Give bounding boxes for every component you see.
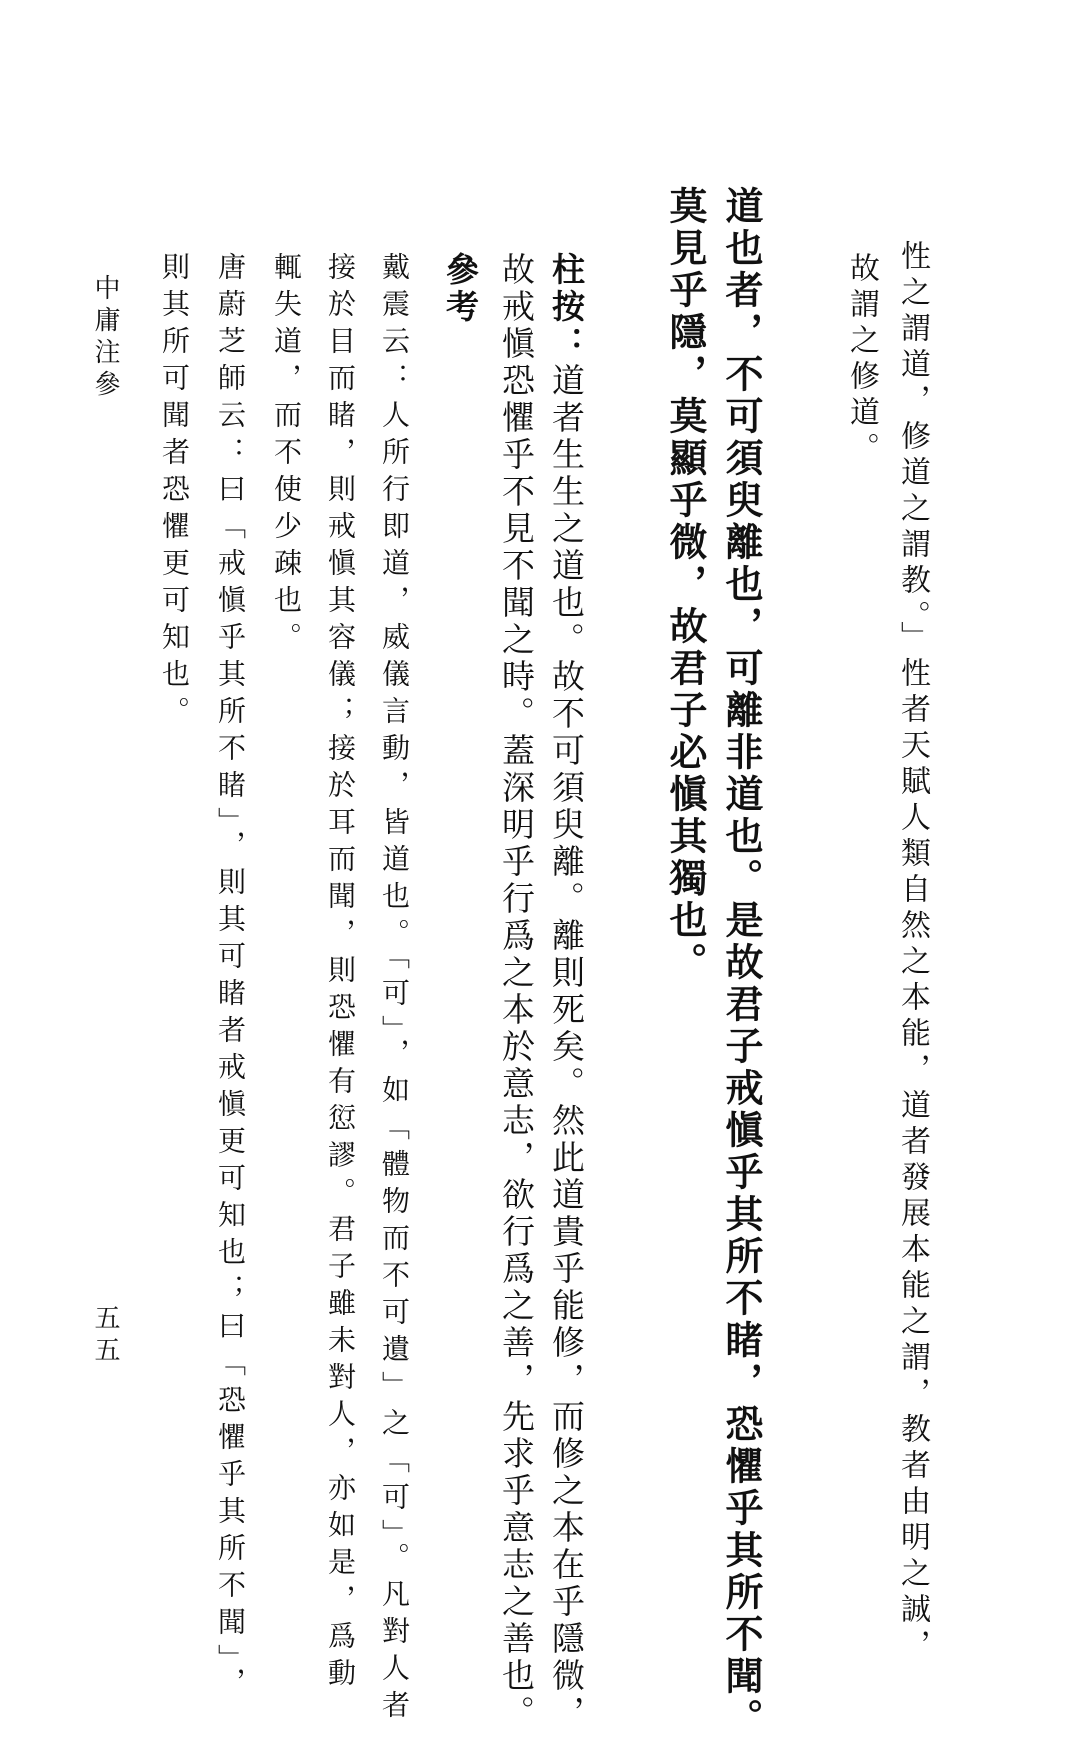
commentary-line-1	[547, 252, 586, 1732]
book-title: 中庸注參	[90, 274, 120, 402]
dai-label: 戴震云：	[378, 252, 411, 400]
dai-line-1	[378, 252, 411, 1727]
quote-line-2: 故謂之修道。	[844, 252, 879, 468]
dai-line-3: 輒失道，而不使少疎也。	[270, 252, 303, 659]
tang-label: 唐蔚芝師云：	[214, 252, 247, 474]
tang-line-1	[214, 252, 247, 1704]
commentary-line-2: 故戒愼恐懼乎不見不聞之時。蓋深明乎行爲之本於意志，欲行爲之善，先求乎意志之善也。	[497, 252, 536, 1732]
main-text-line-1: 道也者，不可須臾離也，可離非道也。是故君子戒愼乎其所不睹，恐懼乎其所不聞。	[719, 186, 764, 1740]
commentary-text-1: 道者生生之道也。故不可須臾離。離則死矣。然此道貴乎能修，而修之本在乎隱微，	[547, 363, 586, 1732]
tang-line-2: 則其所可聞者恐懼更可知也。	[158, 252, 191, 733]
page-number: 五五	[90, 1304, 120, 1368]
quote-line-1: 性之謂道，修道之謂教。」性者天賦人類自然之本能，道者發展本能之謂，教者由明之誠，	[895, 240, 930, 1665]
dai-text-1: 人所行即道，威儀言動，皆道也。「可」，如「體物而不可遺」之「可」。凡對人者	[378, 400, 411, 1727]
dai-line-2: 接於目而睹，則戒愼其容儀；接於耳而聞，則恐懼有愆謬。君子雖未對人，亦如是，爲動	[324, 252, 357, 1695]
tang-text-1: 曰「戒愼乎其所不睹」，則其可睹者戒愼更可知也；曰「恐懼乎其所不聞」，	[214, 474, 247, 1704]
commentary-label: 柱按：	[547, 252, 586, 363]
main-text-line-2: 莫見乎隱，莫顯乎微，故君子必愼其獨也。	[663, 186, 708, 984]
reference-heading: 參考	[441, 252, 480, 326]
